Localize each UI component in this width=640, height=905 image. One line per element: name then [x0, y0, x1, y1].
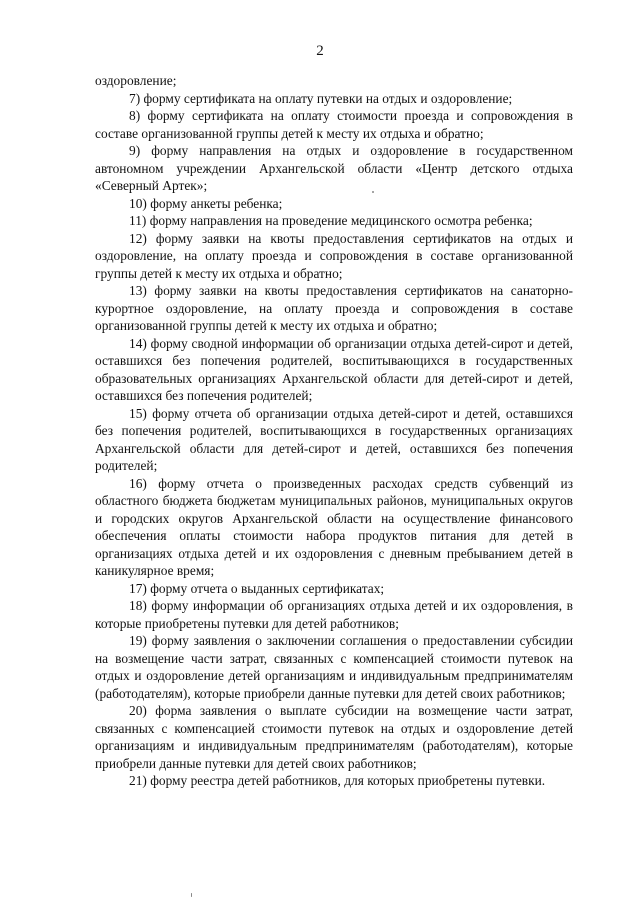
list-item-21: 21) форму реестра детей работников, для которых приобретены путевки. [129, 773, 546, 788]
document-body [95, 72, 573, 790]
list-item-20: 20) форма заявления о выплате субсидии на возмещение части затрат, связанных с компенсацией стоимости путевок на отдых и оздоровление детей организациям и индивидуальным предпринимателям (работодателям), которые приобрели данные путевки для детей своих работников; [95, 703, 573, 771]
list-item-8: 8) форму сертификата на оплату стоимости проезда и сопровождения в составе организованной группы детей к месту их отдыха и обратно; [95, 108, 573, 141]
list-item-12: 12) форму заявки на квоты предоставления сертификатов на отдых и оздоровление, на оплату проезда и сопровождения в составе организованной группы детей к месту их отдыха и обратно; [95, 230, 573, 281]
paragraph-continuation: оздоровление; [95, 73, 177, 88]
list-item-9: 9) форму направления на отдых и оздоровление в государственном автономном учреждении Архангельской области «Центр детского отдыха «Северный Артек»; [95, 143, 573, 193]
page-number: 2 [316, 43, 324, 59]
scan-speck [372, 191, 374, 193]
scan-speck [191, 893, 192, 897]
list-item-19: 19) форму заявления о заключении соглашения о предоставлении субсидии на возмещение части затрат, связанных с компенсацией стоимости путевок на отдых и оздоровление детей организациям и индивидуальным предпринимателям (работодателям), которые приобрели данные путевки для детей своих работников; [95, 633, 573, 701]
list-item-15: 15) форму отчета об организации отдыха детей-сирот и детей, оставшихся без попечения родителей, воспитывающихся в государственных организациях Архангельской области для детей-сирот и детей, оставшихся без попечения родителей; [95, 405, 573, 473]
list-item-18: 18) форму информации об организациях отдыха детей и их оздоровления, в которые приобретены путевки для детей работников; [95, 598, 573, 631]
list-item-10: 10) форму анкеты ребенка; [129, 195, 283, 211]
list-item-16: 16) форму отчета о произведенных расходах средств субвенций из областного бюджета бюджетам муниципальных районов, муниципальных округов и городских округов Архангельской области на осуществление финансового обеспечения оплаты стоимости набора продуктов питания для детей в организациях отдыха детей и их оздоровления с дневным пребыванием детей в каникулярное время; [95, 475, 573, 578]
list-item-7: 7) форму сертификата на оплату путевки на отдых и оздоровление; [129, 90, 513, 106]
list-item-13: 13) форму заявки на квоты предоставления сертификатов на санаторно-курортное оздоровление, на оплату проезда и сопровождения в составе организованной группы детей к месту их отдыха и обратно; [95, 283, 573, 333]
list-item-17: 17) форму отчета о выданных сертификатах; [129, 580, 385, 596]
list-item-11: 11) форму направления на проведение медицинского осмотра ребенка; [129, 213, 533, 228]
list-item-14: 14) форму сводной информации об организации отдыха детей-сирот и детей, оставшихся без попечения родителей, воспитывающихся в государственных образовательных организациях Архангельской области для детей-сирот и детей, оставшихся без попечения родителей; [95, 335, 573, 403]
